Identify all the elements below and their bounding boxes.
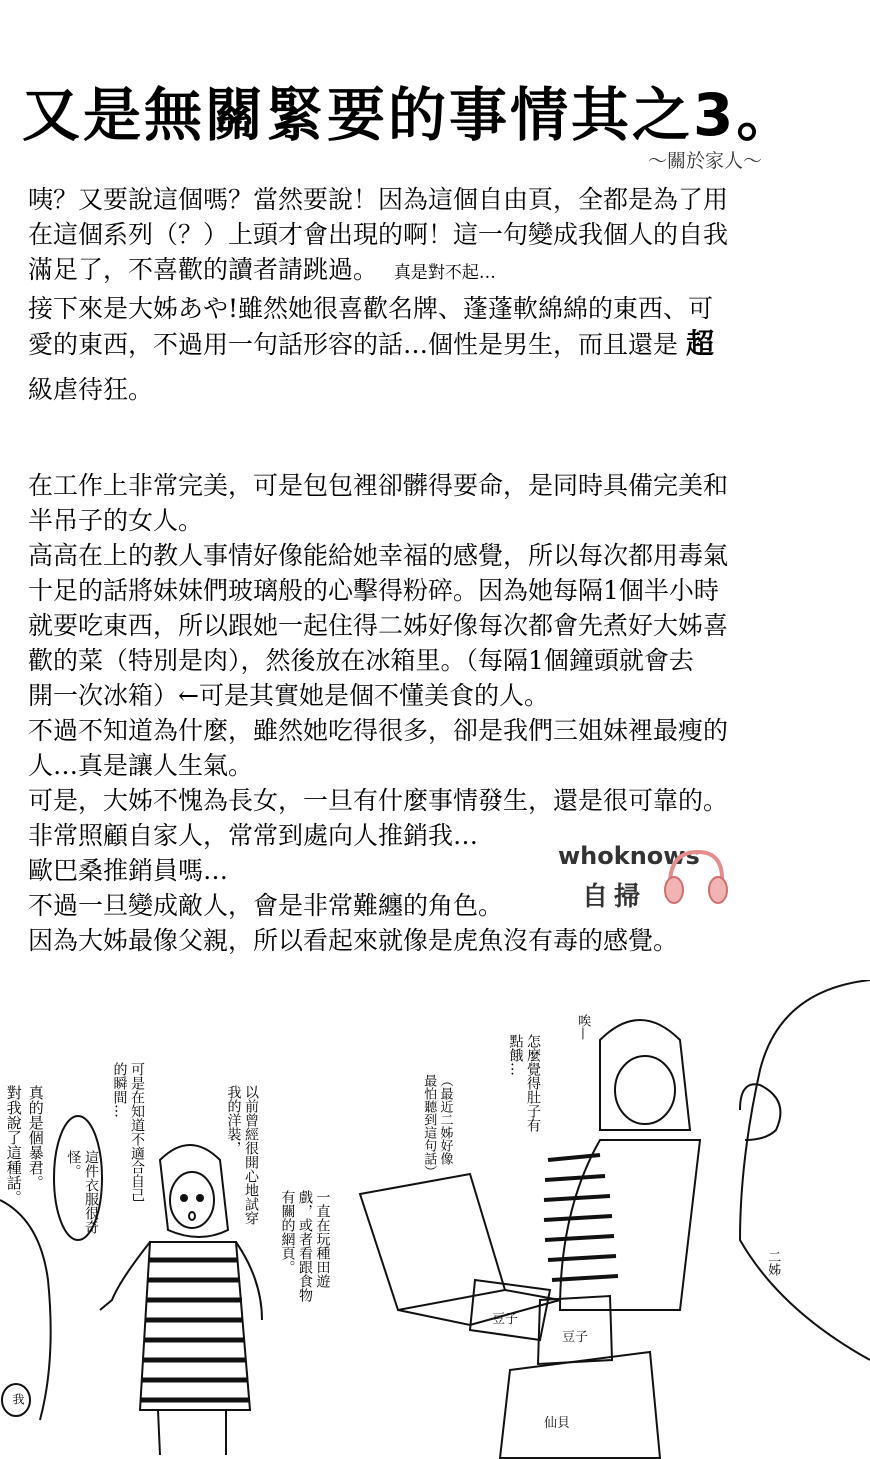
stripes [141, 1260, 249, 1400]
intro-line: 級虐待狂。 [28, 375, 154, 404]
body-line: 就要吃東西，所以跟她一起住得二姊好像每次都會先煮好大姊喜 [28, 611, 729, 640]
intro-line: 接下來是大姊あや!雖然她很喜歡名牌、蓬蓬軟綿綿的東西、可 [28, 294, 714, 323]
caption-hungry: 怎麼覺得肚子有點餓… [507, 1034, 541, 1132]
sitting-girl-hair [600, 1020, 690, 1130]
caption-recent: （最近二姊好像最怕聽到這句話） [421, 1074, 453, 1178]
intro-paragraph [28, 182, 828, 407]
body-line: 高高在上的教人事情好像能給她幸福的感覺，所以每次都用毒氣 [28, 541, 729, 570]
body-line: 不過不知道為什麼，雖然她吃得很多，卻是我們三姐妹裡最瘦的 [28, 716, 729, 745]
bag-label-crackers: 仙貝 [544, 1416, 571, 1431]
manga-illustration [0, 980, 870, 1459]
body-line: 人…真是讓人生氣。 [28, 751, 254, 780]
body-line: 因為大姊最像父親，所以看起來就像是虎魚沒有毒的感覺。 [28, 926, 679, 955]
caption-moment: 可是在知道不適合自己的瞬間… [111, 1062, 145, 1202]
laptop [360, 1174, 505, 1310]
page-subtitle: 〜關於家人〜 [648, 150, 763, 172]
body-line: 歐巴桑推銷員嗎… [28, 856, 229, 885]
body-line: 半吊子的女人。 [28, 506, 204, 535]
intro-line-text: 滿足了，不喜歡的讀者請跳過。 [28, 255, 379, 284]
bag-label-beans-1: 豆子 [492, 1312, 519, 1327]
body-line: 十足的話將妹妹們玻璃般的心擊得粉碎。因為她每隔1個半小時 [28, 576, 719, 605]
sigh-text: 唉— [575, 1014, 591, 1040]
intro-line-text: 愛的東西，不過用一句話形容的話…個性是男生，而且還是 [28, 330, 679, 359]
intro-line [28, 326, 828, 362]
page-title: 又是無關緊要的事情其之3。 [22, 81, 798, 149]
caption-tried-dress: 以前曾經很開心地試穿我的洋裝， [225, 1085, 259, 1225]
body-line: 在工作上非常完美，可是包包裡卻髒得要命，是同時具備完美和 [28, 471, 729, 500]
watermark-label: 自掃 [582, 882, 647, 912]
intro-line: 咦？又要說這個嗎？當然要說！因為這個自由頁，全都是為了用 [28, 185, 729, 214]
speech-weird-clothes: 這件衣服很奇怪。 [65, 1150, 99, 1234]
watermark-brand: whoknows [558, 842, 700, 870]
intro-emphasis: 超 [685, 327, 714, 360]
body-line: 不過一旦變成敵人，會是非常難纏的角色。 [28, 891, 504, 920]
headphones-icon [660, 844, 730, 914]
me-label: 我 [11, 1393, 25, 1405]
second-sister-head [740, 980, 870, 1360]
body-line: 非常照顧自家人，常常到處向人推銷我… [28, 821, 479, 850]
body-line: 歡的菜（特別是肉），然後放在冰箱里。（每隔1個鐘頭就會去 [28, 646, 694, 675]
second-sister-label: 二姊 [765, 1250, 781, 1276]
cracker-bag [500, 1352, 660, 1458]
caption-farm-game: 一直在玩種田遊戲，或者看跟食物有關的網頁。 [279, 1190, 331, 1302]
intro-aside: 真是對不起… [393, 263, 496, 283]
girl-striped-sweater [140, 1242, 250, 1410]
caption-told-me: 對我說了這種話。 [4, 1085, 23, 1205]
bag-label-beans-2: 豆子 [562, 1330, 589, 1345]
body-line: 可是，大姊不愧為長女，一旦有什麼事情發生，還是很可靠的。 [28, 786, 729, 815]
sitting-girl-body [560, 1140, 700, 1310]
leg-stripes [544, 1155, 618, 1280]
intro-line: 在這個系列（？）上頭才會出現的啊！這一句變成我個人的自我 [28, 220, 729, 249]
body-line: 開一次冰箱）←可是其實她是個不懂美食的人。 [28, 681, 549, 710]
watermark [558, 842, 728, 912]
caption-tyrant: 真的是個暴君。 [26, 1085, 45, 1190]
intro-line [28, 252, 828, 291]
